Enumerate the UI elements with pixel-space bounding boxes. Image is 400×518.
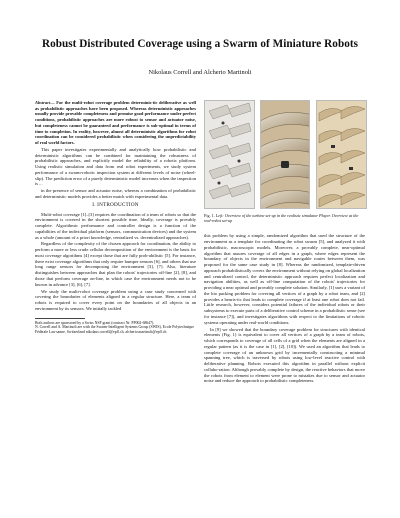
abstract-lead: Abstract (35, 100, 51, 105)
left-column (35, 100, 196, 334)
intro-paragraph: We study the multi-robot coverage problem using a case study concerned with covering the boundaries of elements aligned in a regular structure. Here, a team of robots is required to cover every point on the boundaries of all objects in an environment by its sensors. We initially tackled (35, 288, 196, 311)
figure-caption-text: Left: Overview of the turbine set-up in the realistic simulator Player. Overview at the real-robot set-up (204, 213, 359, 224)
right-paragraph: In [9] we showed that the boundary coverage problem for structures with identical elements (Fig. 1) is equivalent to cover all vertices of a graph by a team of robots, which corresponds to coverage of all cells of a grid when the elements are aligned in a regular pattern (as it is the case in [1], [2], [10]). We used an algorithm that leads to complete coverage of an unknown grid by incrementally constructing a minimal spanning tree, which is traversed by robots using low-level reactive control with deliberative planning. Robots executed this algorithm in parallel without explicit collabo-ration. Although provably complete by design, the reactive behaviors that move the robots from element to element were prone to mistakes due to sensor and actuator noise and reduce the approach to probabilistic completeness. (204, 326, 365, 384)
paper-title: Robust Distributed Coverage using a Swarm of Miniature Robots (41, 38, 359, 50)
abstract (35, 100, 196, 146)
figure-caption-label: Fig. 1. (204, 213, 215, 218)
footnote (35, 321, 196, 335)
figure-panel-real-robots (316, 100, 367, 209)
intro-paragraph: Regardless of the complexity of the chosen approach for coordination, the ability to perform a more or less crude cellular decomposition of the environment is the basis for most coverage algorithms [4] except those that are fully prob-abilistic [5]. For instance, there exist coverage algorithms that only require bumper sensors [6], and others that use long range sensors for decomposing the environment [3], [7]. Also, literature distinguishes between approaches that plan the robots' trajectories off-line [2], [8], and those that perform coverage on-line, in which case the environment needs not to be known in advance [3], [6], [7]. (35, 241, 196, 287)
spacer (204, 223, 365, 233)
figure-panel-closeup (260, 100, 310, 209)
footnote-line: N. Correll and A. Martinoli are with the Swarm-Intelligent Systems Group (SWIS), Ecole Polytechnique Fédérale Lau-sanne, Switzerland nikolaus.correll@epfl.ch, alcherio.martinoli@epfl.ch (35, 325, 195, 334)
footnote-rule (35, 318, 85, 319)
abstract-text: — For the multi-robot coverage problem determinis-tic deliberative as well as probabilistic approaches have been proposed. Whereas deterministic approaches usually provide provable completeness and promise good performance under perfect conditions, probabilistic approaches are more robust to sensor and actuator noise, but completeness cannot be guaranteed and performance is sub-optimal in terms of time to completion. In reality, however, almost all deterministic algorithms for robot coordination can be considered probabilistic when considering the unpredictability of real world factors. (35, 100, 196, 145)
left-paragraph: This paper investigates experimentally and analytically how probabilistic and deterministic algorithms can be combined for maintaining the robustness of probabilistic approaches, and explicitly model the reliability of a robotic platform. Using realistic simulation and data from real robot experiments, we study system performance of a swarm-robotic inspection system at different levels of noise (wheel-slip). The prediction error of a purely deterministic model increases when the inspection is ... (35, 146, 196, 187)
left-paragraph: in the presence of sensor and actuator noise, whereas a combination of probabilistic and deterministic models provides a better match with experimental data. (35, 188, 196, 199)
right-paragraph: this problem by using a simple, randomized algorithm that used the structure of the environment as a template for coordinating the robot swarm [5], and analyzed it with probabilistic, macroscopic models. Moreover, a provably complete, near-optimal algorithm that assures coverage of all edges in a graph, where edges represent the boundary of objects in the environment and navigable routes between them, was proposed for the same case study in [8]. Whereas the randomized, template-driven approach probabilistically covers the environment without relying on global localization and centralized control, the deterministic approach requires perfect localization and navigation abilities, as well as off-line computation of the robots' trajectories for providing a near optimal and provably complete solution. Similarly, [1] uses a variant of the bio packing problem for covering all vertices of a graph by a robot team, and [2] provides a heuris-tic that leads to complete coverage if at least one robot does not fail. Little research, however, considers potential failures of the individual robots or their subsystems to execute parts of a deliberative control scheme in a probabilistic sense (see for instance [7]), and investigates algorithms with respect to the limitations of robotic systems operating under real-world conditions. (204, 233, 365, 325)
figure-panel-simulation (204, 100, 255, 209)
section-heading: I. INTRODUCTION (92, 202, 139, 209)
figure (204, 100, 365, 210)
figure-caption (204, 213, 365, 223)
right-column (204, 100, 365, 385)
paper-authors: Nikolaus Correll and Alcherio Martinoli (148, 69, 252, 76)
intro-paragraph: Multi-robot coverage [1]–[3] requires the coordination of a team of robots so that the environment is covered in the shortest possible time. Ideally, coverage is provably complete. Algorithmic performance and controller design is a function of the capabilities of the individual platform (sensors, communication devices) and the system as a whole (amount of a priori knowledge, centralized vs. decentralized approaches). (35, 211, 196, 240)
footnote-line: Both authors are sponsored by a Swiss NSF grant (contract Nr. PP002-68647). (35, 320, 155, 325)
